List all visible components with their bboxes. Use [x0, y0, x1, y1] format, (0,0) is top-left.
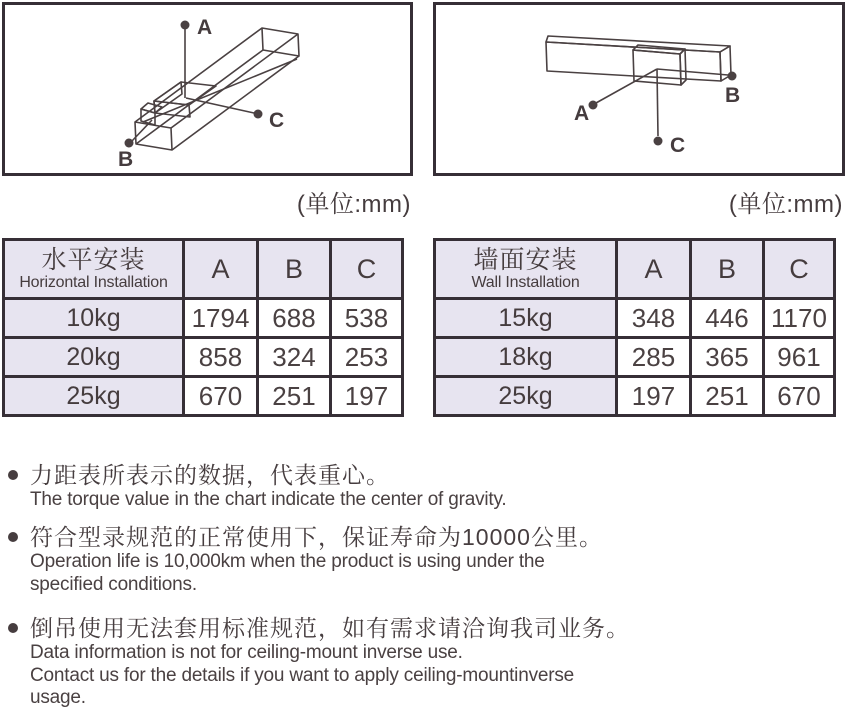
- note-ceiling-mount: [8, 615, 838, 710]
- table-row: [4, 377, 403, 416]
- table-title-cn: 水平安装: [41, 246, 146, 274]
- load-label: 10kg: [4, 299, 184, 338]
- point-a-dot: [589, 101, 598, 110]
- value-a: 197: [617, 377, 691, 416]
- table-row: [4, 299, 403, 338]
- horizontal-installation-diagram: [2, 2, 413, 176]
- note-en-line: The torque value in the chart indicate the center of gravity.: [30, 489, 507, 510]
- point-b-label: B: [725, 84, 741, 107]
- table-title-en: Wall Installation: [471, 274, 580, 291]
- note-en-line: specified conditions.: [30, 573, 197, 595]
- value-a: 348: [617, 299, 691, 338]
- load-label: 18kg: [435, 338, 617, 377]
- table-title-cell: [4, 240, 184, 299]
- load-label: 25kg: [435, 377, 617, 416]
- value-a: 670: [184, 377, 258, 416]
- load-label: 25kg: [4, 377, 184, 416]
- column-header-c: C: [331, 240, 403, 299]
- point-c-label: C: [670, 134, 686, 157]
- wall-installation-table: [433, 238, 836, 417]
- column-header-a: A: [617, 240, 691, 299]
- note-en-line: Data information is not for ceiling-mount inverse use.: [30, 642, 463, 663]
- note-en-line: usage.: [30, 687, 86, 708]
- table-title-en: Horizontal Installation: [19, 274, 168, 291]
- load-label: 20kg: [4, 338, 184, 377]
- point-c-label: C: [269, 109, 285, 132]
- value-b: 365: [691, 338, 764, 377]
- value-a: 1794: [184, 299, 258, 338]
- note-en-line: Operation life is 10,000km when the product is using under the: [30, 551, 545, 572]
- value-c: 538: [331, 299, 403, 338]
- point-c-dot: [254, 110, 263, 119]
- point-a-label: A: [574, 102, 590, 125]
- wall-installation-diagram: [433, 2, 845, 176]
- unit-label-right: (单位:mm): [728, 191, 843, 218]
- value-b: 251: [258, 377, 331, 416]
- value-b: 251: [691, 377, 764, 416]
- note-en-line: Contact us for the details if you want to apply ceiling-mountinverse: [30, 664, 575, 686]
- table-row: [435, 377, 835, 416]
- note-torque: [8, 462, 838, 512]
- note-operation-life: [8, 524, 838, 596]
- note-cn: 符合型录规范的正常使用下，保证寿命为10000公里。: [30, 524, 603, 550]
- note-cn: 倒吊使用无法套用标准规范，如有需求请洽询我司业务。: [30, 615, 630, 641]
- value-c: 253: [331, 338, 403, 377]
- point-b-dot: [728, 72, 737, 81]
- column-header-a: A: [184, 240, 258, 299]
- value-b: 688: [258, 299, 331, 338]
- table-title-cell: [435, 240, 617, 299]
- value-a: 858: [184, 338, 258, 377]
- bullet-icon: [8, 623, 18, 633]
- table-row: [435, 338, 835, 377]
- value-c: 1170: [764, 299, 835, 338]
- column-header-c: C: [764, 240, 835, 299]
- bullet-icon: [8, 532, 18, 542]
- value-c: 670: [764, 377, 835, 416]
- point-c-dot: [654, 137, 663, 146]
- table-header-row: [435, 240, 835, 299]
- wall-rail-isometric-drawing: [436, 5, 842, 173]
- horizontal-installation-table: [2, 238, 404, 417]
- table-title-cn: 墙面安装: [473, 246, 578, 274]
- point-a-label: A: [197, 16, 213, 39]
- bullet-icon: [8, 470, 18, 480]
- point-b-label: B: [118, 148, 134, 171]
- value-c: 961: [764, 338, 835, 377]
- note-cn: 力距表所表示的数据，代表重心。: [30, 462, 390, 488]
- load-label: 15kg: [435, 299, 617, 338]
- column-header-b: B: [691, 240, 764, 299]
- value-a: 285: [617, 338, 691, 377]
- unit-label-left: (单位:mm): [296, 191, 411, 218]
- table-row: [435, 299, 835, 338]
- point-a-dot: [181, 21, 190, 30]
- value-b: 446: [691, 299, 764, 338]
- table-row: [4, 338, 403, 377]
- horizontal-rail-isometric-drawing: [5, 5, 410, 173]
- value-c: 197: [331, 377, 403, 416]
- value-b: 324: [258, 338, 331, 377]
- column-header-b: B: [258, 240, 331, 299]
- point-b-dot: [125, 139, 134, 148]
- table-header-row: [4, 240, 403, 299]
